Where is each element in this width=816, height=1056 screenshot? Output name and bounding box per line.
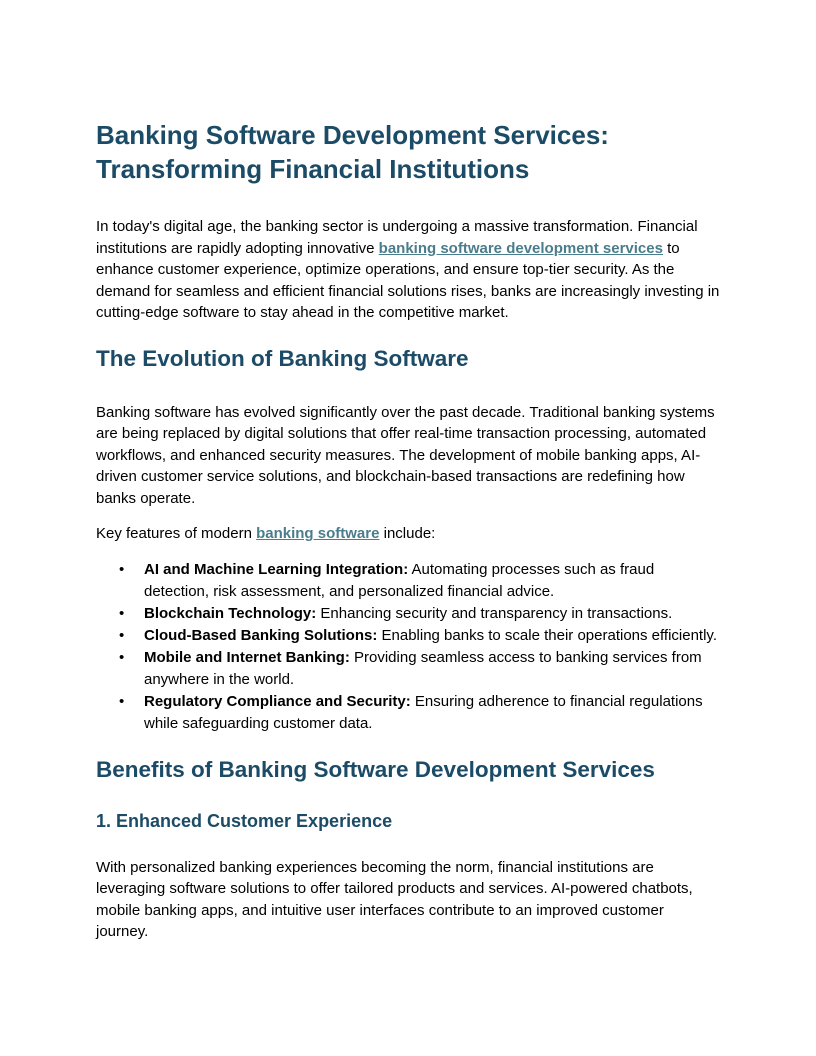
key-features-intro bbox=[96, 523, 720, 545]
feature-text: Enabling banks to scale their operations efficiently. bbox=[377, 626, 717, 644]
page-title bbox=[96, 118, 720, 186]
feature-text: Providing seamless access to banking services from anywhere in the world. bbox=[144, 648, 702, 688]
bullet-icon: • bbox=[119, 692, 125, 710]
page-title-line-1: Banking Software Development Services: bbox=[96, 120, 609, 150]
feature-text: Ensuring adherence to financial regulations while safeguarding customer data. bbox=[144, 692, 703, 732]
list-item bbox=[119, 691, 720, 735]
feature-label: Mobile and Internet Banking: bbox=[144, 648, 350, 666]
customer-experience-paragraph: With personalized banking experiences becoming the norm, financial institutions are leveraging software solutions to offer tailored products and services. AI-powered chatbots, mobile banking apps, and intuitive user interfaces contribute to an improved customer journey. bbox=[96, 858, 693, 940]
customer-experience-heading: 1. Enhanced Customer Experience bbox=[96, 810, 393, 831]
bullet-icon: • bbox=[119, 560, 125, 578]
feature-label: Blockchain Technology: bbox=[144, 604, 317, 622]
page-title-line-2: Transforming Financial Institutions bbox=[96, 154, 530, 184]
bullet-icon: • bbox=[119, 626, 125, 644]
feature-label: Regulatory Compliance and Security: bbox=[144, 692, 411, 710]
evolution-paragraph: Banking software has evolved significantly over the past decade. Traditional banking systems are being replaced by digital solutions that offer real-time transaction processing, automated workflows, and enhanced security measures. The development of mobile banking apps, AI-driven customer service solutions, and blockchain-based transactions are redefining how banks operate. bbox=[96, 403, 715, 507]
benefits-heading: Benefits of Banking Software Development Services bbox=[96, 756, 655, 782]
feature-label: AI and Machine Learning Integration: bbox=[144, 560, 409, 578]
intro-paragraph bbox=[96, 216, 720, 324]
intro-text-start: In today's digital age, the banking sector is undergoing a massive transformation. Financial institutions are rapidly adopting innovative bbox=[96, 218, 698, 257]
key-features-text-start: Key features of modern bbox=[96, 525, 257, 542]
feature-label: Cloud-Based Banking Solutions: bbox=[144, 626, 378, 644]
list-item bbox=[119, 559, 720, 603]
list-item bbox=[119, 603, 720, 625]
banking-software-development-services-link[interactable]: banking software development services bbox=[378, 239, 663, 257]
bullet-icon: • bbox=[119, 604, 125, 622]
key-features-text-end: include: bbox=[379, 525, 436, 542]
document-page bbox=[96, 118, 720, 943]
list-item bbox=[119, 647, 720, 691]
feature-list bbox=[96, 559, 720, 735]
feature-text: Enhancing security and transparency in transactions. bbox=[316, 604, 673, 622]
evolution-heading: The Evolution of Banking Software bbox=[96, 345, 469, 371]
banking-software-link[interactable]: banking software bbox=[256, 525, 380, 542]
bullet-icon: • bbox=[119, 648, 125, 666]
list-item bbox=[119, 625, 720, 647]
feature-text: Automating processes such as fraud detection, risk assessment, and personalized financial advice. bbox=[144, 560, 655, 600]
intro-text-end: to enhance customer experience, optimize operations, and ensure top-tier security. As the demand for seamless and efficient financial solutions rises, banks are increasingly investing in cutting-edge software to stay ahead in the competitive market. bbox=[96, 239, 720, 321]
